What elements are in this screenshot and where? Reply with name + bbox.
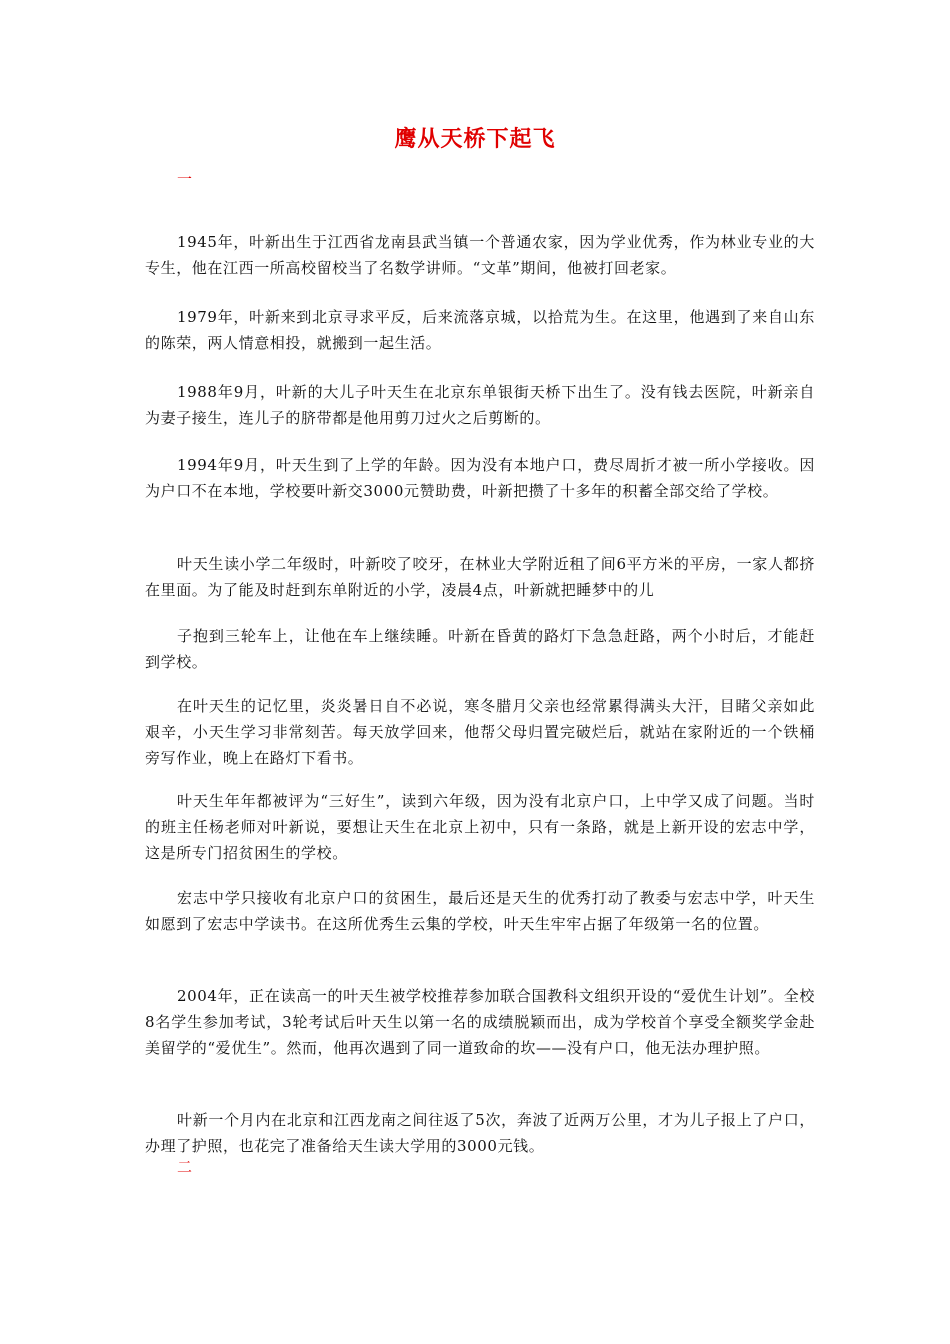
- section-mark-two: 二: [177, 1158, 193, 1176]
- paragraph-10: 2004年，正在读高一的叶天生被学校推荐参加联合国教科文组织开设的“爱优生计划”。全校8名学生参加考试，3轮考试后叶天生以第一名的成绩脱颖而出，成为学校首个享受全额奖学金赴美留学的“爱优生”。然而，他再次遇到了同一道致命的坎——没有户口，他无法办理护照。: [145, 987, 815, 1057]
- paragraph-2: 1979年，叶新来到北京寻求平反，后来流落京城，以拾荒为生。在这里，他遇到了来自山东的陈荣，两人情意相投，就搬到一起生活。: [145, 308, 815, 352]
- paragraph-3: 1988年9月，叶新的大儿子叶天生在北京东单银街天桥下出生了。没有钱去医院，叶新亲自为妻子接生，连儿子的脐带都是他用剪刀过火之后剪断的。: [145, 383, 815, 427]
- paragraph-8: 叶天生年年都被评为“三好生”，读到六年级，因为没有北京户口，上中学又成了问题。当时的班主任杨老师对叶新说，要想让天生在北京上初中，只有一条路，就是上新开设的宏志中学，这是所专门招贫困生的学校。: [145, 792, 815, 862]
- paragraph-4: 1994年9月，叶天生到了上学的年龄。因为没有本地户口，费尽周折才被一所小学接收。因为户口不在本地，学校要叶新交3000元赞助费，叶新把攒了十多年的积蓄全部交给了学校。: [145, 456, 815, 500]
- section-mark-one: 一: [177, 170, 193, 188]
- document-title: 鹰从天桥下起飞: [394, 127, 556, 152]
- paragraph-6: 子抱到三轮车上，让他在车上继续睡。叶新在昏黄的路灯下急急赶路，两个小时后，才能赶到学校。: [145, 627, 815, 671]
- paragraph-5: 叶天生读小学二年级时，叶新咬了咬牙，在林业大学附近租了间6平方米的平房，一家人都挤在里面。为了能及时赶到东单附近的小学，凌晨4点，叶新就把睡梦中的儿: [145, 555, 815, 599]
- paragraph-11: 叶新一个月内在北京和江西龙南之间往返了5次，奔波了近两万公里，才为儿子报上了户口，办理了护照，也花完了准备给天生读大学用的3000元钱。: [145, 1111, 815, 1155]
- paragraph-7: 在叶天生的记忆里，炎炎暑日自不必说，寒冬腊月父亲也经常累得满头大汗，目睹父亲如此艰辛，小天生学习非常刻苦。每天放学回来，他帮父母归置完破烂后，就站在家附近的一个铁桶旁写作业，晚上在路灯下看书。: [145, 697, 815, 767]
- paragraph-1: 1945年，叶新出生于江西省龙南县武当镇一个普通农家，因为学业优秀，作为林业专业的大专生，他在江西一所高校留校当了名数学讲师。“文革”期间，他被打回老家。: [145, 233, 815, 277]
- paragraph-9: 宏志中学只接收有北京户口的贫困生，最后还是天生的优秀打动了教委与宏志中学，叶天生如愿到了宏志中学读书。在这所优秀生云集的学校，叶天生牢牢占据了年级第一名的位置。: [145, 889, 815, 933]
